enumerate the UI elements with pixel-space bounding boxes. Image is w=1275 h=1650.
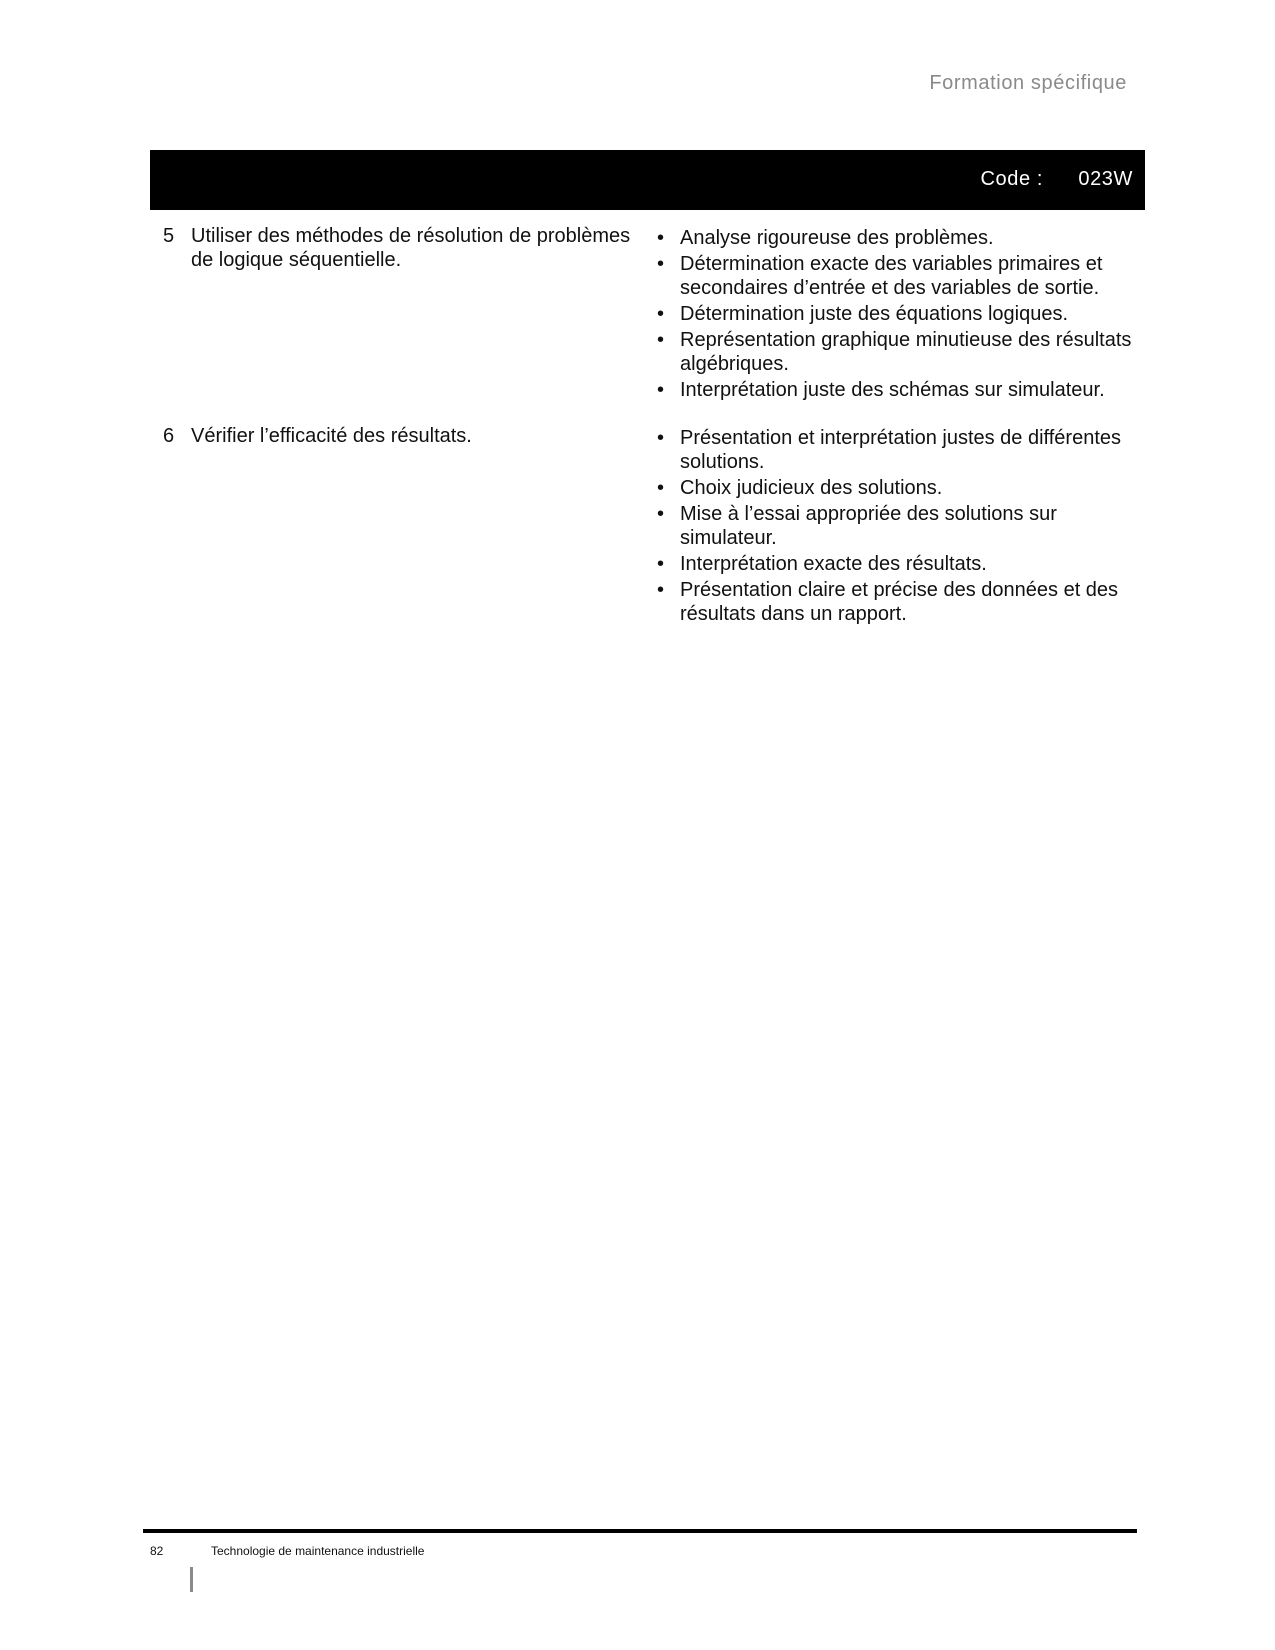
- criterion-item: • Analyse rigoureuse des problèmes.: [650, 226, 1145, 250]
- criterion-item: • Choix judicieux des solutions.: [650, 476, 1145, 500]
- section-title: Formation spécifique: [929, 72, 1127, 94]
- element-number: 6: [163, 425, 175, 447]
- footer-divider: [143, 1529, 1137, 1533]
- document-title: Technologie de maintenance industrielle: [211, 1544, 425, 1558]
- element-text: Vérifier l’efficacité des résultats.: [191, 425, 472, 447]
- page-number: 82: [150, 1544, 164, 1558]
- criterion-item: • Mise à l’essai appropriée des solutions sur simulateur.: [650, 502, 1145, 550]
- revision-margin-bar: [190, 1567, 193, 1592]
- code-bar: [150, 150, 1145, 210]
- element-number: 5: [163, 225, 175, 247]
- performance-criteria-list: [650, 226, 1145, 404]
- performance-criteria-list: [650, 426, 1145, 628]
- criterion-item: • Présentation claire et précise des données et des résultats dans un rapport.: [650, 578, 1145, 626]
- criterion-item: • Interprétation juste des schémas sur simulateur.: [650, 378, 1145, 402]
- criterion-item: • Détermination exacte des variables primaires et secondaires d’entrée et des variables de sortie.: [650, 252, 1145, 300]
- code-label: Code :: [980, 168, 1043, 190]
- criterion-item: • Détermination juste des équations logiques.: [650, 302, 1145, 326]
- code-value: 023W: [1078, 168, 1133, 190]
- competency-element: [163, 424, 643, 448]
- element-text: Utiliser des méthodes de résolution de problèmes de logique séquentielle.: [191, 225, 631, 271]
- criterion-item: • Interprétation exacte des résultats.: [650, 552, 1145, 576]
- criterion-item: • Représentation graphique minutieuse des résultats algébriques.: [650, 328, 1145, 376]
- criterion-item: • Présentation et interprétation justes de différentes solutions.: [650, 426, 1145, 474]
- competency-element: [163, 224, 643, 272]
